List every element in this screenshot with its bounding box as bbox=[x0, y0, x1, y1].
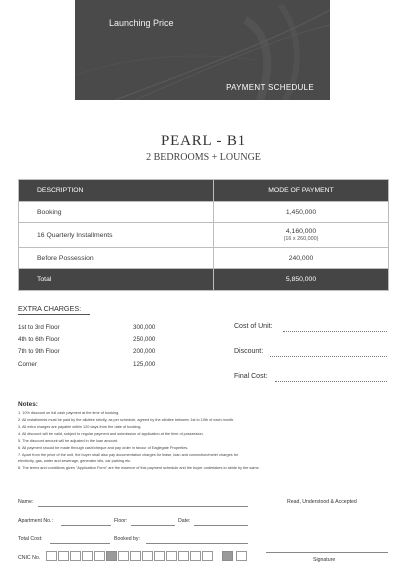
row-value-breakdown: (16 x 260,000) bbox=[283, 236, 319, 242]
launching-price-label: Launching Price bbox=[109, 18, 174, 28]
note-item: 7. Apart from the price of the unit, the buyer shall also pay documentation charges for lease, loan and connection/meter charges for bbox=[18, 453, 239, 457]
cost-of-unit-label: Cost of Unit: bbox=[234, 323, 273, 330]
header-description: DESCRIPTION bbox=[19, 180, 214, 202]
row-value: 1,450,000 bbox=[214, 202, 389, 223]
row-value: 240,000 bbox=[214, 248, 389, 269]
discount-field[interactable] bbox=[270, 356, 387, 357]
name-label: Name: bbox=[18, 499, 34, 505]
total-row bbox=[19, 269, 389, 291]
header-mode-of-payment: MODE OF PAYMENT bbox=[214, 180, 389, 202]
row-label: Before Possession bbox=[19, 248, 214, 269]
payment-table bbox=[18, 179, 389, 291]
extra-charge-value: 300,000 bbox=[133, 324, 156, 331]
cnic-digit-box[interactable] bbox=[118, 551, 129, 561]
booked-by-field[interactable] bbox=[146, 543, 248, 544]
name-field[interactable] bbox=[38, 506, 248, 507]
cnic-separator-box bbox=[106, 551, 117, 561]
note-item: 4. All discount will be valid, subject to regular payment and submission of application at the time of possession. bbox=[18, 432, 204, 436]
extra-charge-label: Corner bbox=[18, 361, 37, 368]
row-value: 4,160,000 bbox=[285, 228, 317, 235]
apartment-no-field[interactable] bbox=[61, 525, 111, 526]
cnic-separator-box bbox=[222, 551, 233, 561]
extra-charge-value: 200,000 bbox=[133, 348, 156, 355]
total-cost-label: Total Cost: bbox=[18, 536, 43, 542]
note-item: 6. All payment should be made through cash/cheque and pay order in favour of Eaglegate Properties. bbox=[18, 446, 189, 450]
extra-charge-label: 1st to 3rd Floor bbox=[18, 324, 60, 331]
extra-charges-title: EXTRA CHARGES: bbox=[18, 304, 82, 313]
extra-charge-value: 250,000 bbox=[133, 336, 156, 343]
notes-title: Notes: bbox=[18, 401, 38, 408]
signature-line[interactable] bbox=[266, 552, 388, 553]
row-value-cell bbox=[214, 223, 389, 248]
unit-title: PEARL - B1 bbox=[161, 133, 246, 149]
note-item: electricity, gas, water and sewerage, generator kits, car parking etc. bbox=[18, 459, 132, 463]
total-cost-field[interactable] bbox=[50, 543, 110, 544]
read-understood-label: Read, Understood & Accepted bbox=[287, 499, 357, 505]
discount-label: Discount: bbox=[234, 348, 264, 355]
cost-of-unit-field[interactable] bbox=[283, 331, 387, 332]
cnic-digit-box[interactable] bbox=[190, 551, 201, 561]
table-row bbox=[19, 248, 389, 269]
cnic-digit-box[interactable] bbox=[70, 551, 81, 561]
cnic-digit-box[interactable] bbox=[58, 551, 69, 561]
cnic-digit-box[interactable] bbox=[202, 551, 213, 561]
cnic-digit-box[interactable] bbox=[130, 551, 141, 561]
date-label: Date: bbox=[178, 518, 191, 524]
cnic-digit-box[interactable] bbox=[142, 551, 153, 561]
floor-field[interactable] bbox=[131, 525, 175, 526]
table-row bbox=[19, 202, 389, 223]
final-cost-label: Final Cost: bbox=[234, 373, 268, 380]
cnic-digit-box[interactable] bbox=[178, 551, 189, 561]
apartment-no-label: Apartment No.: bbox=[18, 518, 53, 524]
row-label: Booking bbox=[19, 202, 214, 223]
note-item: 8. The terms and conditions given "Application Form" are the essence of this payment schedule and the buyer undertakes to abide by the same. bbox=[18, 466, 260, 470]
cnic-digit-box[interactable] bbox=[82, 551, 93, 561]
table-row bbox=[19, 223, 389, 248]
extra-charge-label: 4th to 6th Floor bbox=[18, 336, 60, 343]
note-item: 2. All installments must be paid by the allottee strictly, as per schedule, agreed by the allottee between 1st to 10th of each month. bbox=[18, 418, 235, 422]
cnic-digit-box[interactable] bbox=[94, 551, 105, 561]
extra-charge-value: 125,000 bbox=[133, 361, 156, 368]
cnic-no-label: CNIC No. bbox=[18, 555, 41, 561]
note-item: 3. All extra charges are payable within 120 days from the date of booking. bbox=[18, 425, 142, 429]
cnic-digit-box[interactable] bbox=[236, 551, 247, 561]
cnic-digit-box[interactable] bbox=[46, 551, 57, 561]
note-item: 5. The discount amount will be adjusted in the loan amount. bbox=[18, 439, 118, 443]
signature-label: Signature bbox=[313, 557, 336, 563]
booked-by-label: Booked by: bbox=[114, 536, 140, 542]
extra-charge-label: 7th to 9th Floor bbox=[18, 348, 60, 355]
final-cost-field[interactable] bbox=[275, 381, 387, 382]
row-label: 16 Quarterly Installments bbox=[19, 223, 214, 248]
header-banner bbox=[75, 0, 330, 100]
total-label: Total bbox=[19, 269, 214, 291]
date-field[interactable] bbox=[194, 525, 248, 526]
table-header-row bbox=[19, 180, 389, 202]
floor-label: Floor: bbox=[114, 518, 128, 524]
extra-charges-underline bbox=[18, 314, 90, 315]
unit-subtitle: 2 BEDROOMS + LOUNGE bbox=[146, 152, 261, 163]
payment-schedule-label: PAYMENT SCHEDULE bbox=[226, 83, 314, 92]
total-value: 5,850,000 bbox=[214, 269, 389, 291]
cnic-digit-box[interactable] bbox=[166, 551, 177, 561]
note-item: 1. 10% discount on full cash payment at the time of booking. bbox=[18, 411, 120, 415]
cnic-digit-box[interactable] bbox=[154, 551, 165, 561]
